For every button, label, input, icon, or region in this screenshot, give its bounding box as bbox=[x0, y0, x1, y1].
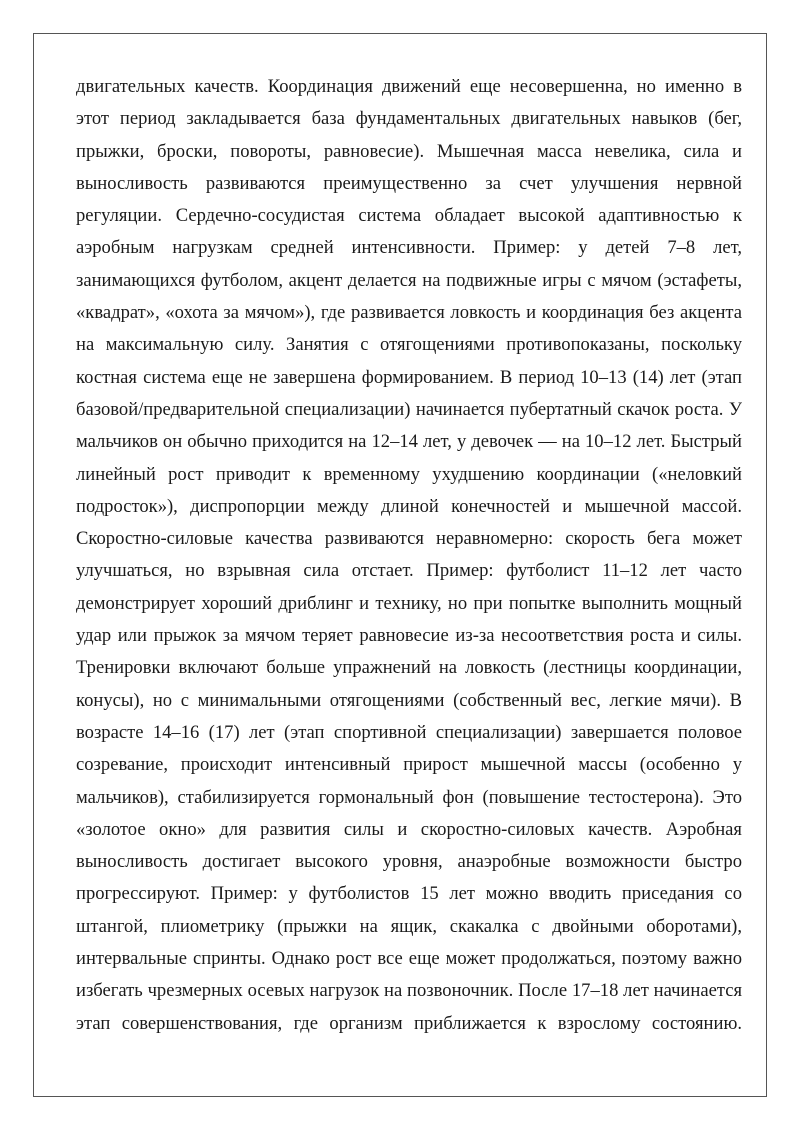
text-line: «золотое окно» для развития силы и скоростно-силовых качеств. Аэробная bbox=[76, 818, 742, 840]
text-line: штангой, плиометрику (прыжки на ящик, скакалка с двойными оборотами), bbox=[76, 915, 742, 937]
text-line: линейный рост приводит к временному ухудшению координации («неловкий bbox=[76, 463, 742, 485]
text-line: регуляции. Сердечно-сосудистая система обладает высокой адаптивностью к bbox=[76, 205, 742, 227]
document-body bbox=[76, 71, 742, 1040]
text-line: удар или прыжок за мячом теряет равновесие из-за несоответствия роста и силы. bbox=[76, 625, 742, 647]
text-line: улучшаться, но взрывная сила отстает. Пример: футболист 11–12 лет часто bbox=[76, 560, 742, 582]
text-line: подросток»), диспропорции между длиной конечностей и мышечной массой. bbox=[76, 495, 742, 517]
text-line: двигательных качеств. Координация движений еще несовершенна, но именно в bbox=[76, 76, 742, 97]
text-line: на максимальную силу. Занятия с отягощениями противопоказаны, поскольку bbox=[76, 334, 742, 356]
text-line: занимающихся футболом, акцент делается на подвижные игры с мячом (эстафеты, bbox=[76, 269, 742, 291]
text-line: выносливость достигает высокого уровня, анаэробные возможности быстро bbox=[76, 851, 742, 873]
text-line: возрасте 14–16 (17) лет (этап спортивной специализации) завершается половое bbox=[76, 721, 742, 743]
text-line: этап совершенствования, где организм приближается к взрослому состоянию. bbox=[76, 1012, 742, 1034]
text-line: прогрессируют. Пример: у футболистов 15 лет можно вводить приседания со bbox=[76, 883, 742, 905]
text-line: Скоростно-силовые качества развиваются неравномерно: скорость бега может bbox=[76, 528, 742, 550]
text-line: мальчиков), стабилизируется гормональный фон (повышение тестостерона). Это bbox=[76, 786, 742, 808]
text-line: выносливость развиваются преимущественно за счет улучшения нервной bbox=[76, 172, 742, 194]
text-line: прыжки, броски, повороты, равновесие). Мышечная масса невелика, сила и bbox=[76, 140, 742, 162]
text-line: этот период закладывается база фундаментальных двигательных навыков (бег, bbox=[76, 108, 742, 130]
text-line: интервальные спринты. Однако рост все еще может продолжаться, поэтому важно bbox=[76, 948, 742, 970]
text-line: демонстрирует хороший дриблинг и технику, но при попытке выполнить мощный bbox=[76, 592, 742, 614]
text-line: Тренировки включают больше упражнений на ловкость (лестницы координации, bbox=[76, 657, 742, 679]
text-line: мальчиков он обычно приходится на 12–14 лет, у девочек — на 10–12 лет. Быстрый bbox=[76, 431, 742, 453]
text-line: аэробным нагрузкам средней интенсивности. Пример: у детей 7–8 лет, bbox=[76, 237, 742, 259]
text-line: созревание, происходит интенсивный прирост мышечной массы (особенно у bbox=[76, 754, 742, 776]
text-line: избегать чрезмерных осевых нагрузок на позвоночник. После 17–18 лет начинается bbox=[76, 980, 742, 1002]
text-line: конусы), но с минимальными отягощениями (собственный вес, легкие мячи). В bbox=[76, 689, 742, 711]
text-line: костная система еще не завершена формированием. В период 10–13 (14) лет (этап bbox=[76, 366, 742, 388]
text-line: «квадрат», «охота за мячом»), где развивается ловкость и координация без акцента bbox=[76, 302, 742, 324]
text-line: базовой/предварительной специализации) начинается пубертатный скачок роста. У bbox=[76, 398, 742, 420]
